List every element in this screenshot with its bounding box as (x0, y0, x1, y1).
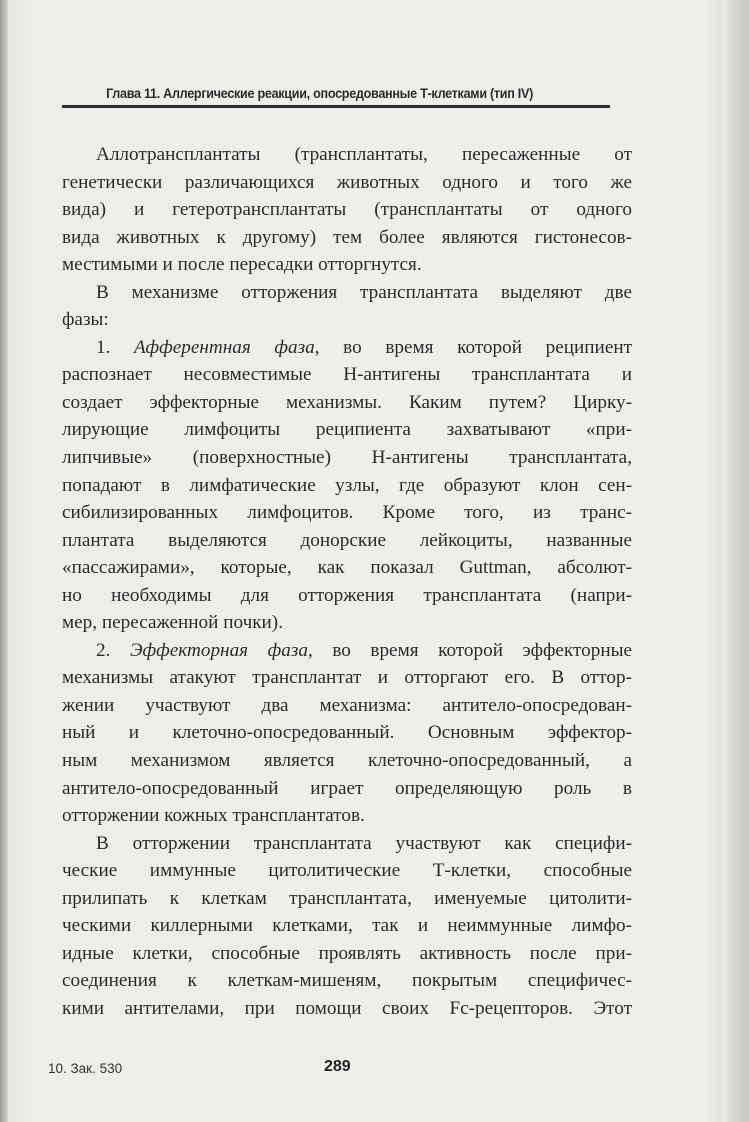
text-line: «пассажирами», которые, как показал Guttman, абсолют- (62, 557, 632, 579)
text-line: местимыми и после пересадки отторгнутся. (62, 254, 422, 276)
text-fragment: , во время которой эффекторные (307, 639, 632, 661)
text-line: создает эффекторные механизмы. Каким путем? Цирку- (62, 391, 632, 413)
page-number: 289 (324, 1058, 351, 1075)
text-line: В механизме отторжения трансплантата выделяют две (96, 281, 632, 303)
text-line: генетически различающихся животных одного и того же (62, 171, 632, 193)
text-line: но необходимы для отторжения трансплантата (напри- (62, 584, 632, 606)
text-line: Аллотрансплантаты (трансплантаты, пересаженные от (96, 144, 632, 165)
paragraph-5 (62, 830, 632, 1023)
text-line (62, 334, 632, 362)
text-fragment: , во время которой реципиент (314, 336, 632, 358)
text-line (62, 637, 632, 665)
text-line: кими антителами, при помощи своих Fc-рецепторов. Этот (62, 997, 632, 1019)
list-number: 2. (96, 639, 111, 661)
text-line: попадают в лимфатические узлы, где образуют клон сен- (62, 474, 632, 496)
text-line: мер, пересаженной почки). (62, 612, 283, 634)
paragraph-3 (62, 334, 632, 637)
paragraph-2 (62, 279, 632, 334)
paragraph-1 (62, 141, 632, 279)
text-line: ным механизмом является клеточно-опосредованный, а (62, 750, 632, 772)
text-line: вида животных к другому) тем более являются гистонесов- (62, 226, 632, 248)
header-rule (62, 105, 610, 108)
text-line: соединения к клеткам-мишеням, покрытым специфичес- (62, 970, 632, 992)
body-text (62, 141, 632, 1023)
text-line: фазы: (62, 309, 109, 331)
text-line: жении участвуют два механизма: антитело-опосредован- (62, 694, 632, 716)
text-line: В отторжении трансплантата участвуют как специфи- (96, 832, 632, 854)
text-line: механизмы атакуют трансплантат и отторгают его. В оттор- (62, 667, 632, 689)
term-afferent-phase: Афферентная фаза (134, 336, 315, 358)
text-line: вида) и гетеротрансплантаты (трансплантаты от одного (62, 199, 632, 221)
printer-signature: 10. Зак. 530 (48, 1061, 123, 1076)
text-line: ный и клеточно-опосредованный. Основным эффектор- (62, 722, 632, 744)
list-number: 1. (96, 336, 111, 358)
text-line: отторжении кожных трансплантатов. (62, 805, 365, 827)
running-header: Глава 11. Аллергические реакции, опосредованные Т-клетками (тип IV) (106, 86, 534, 101)
text-line: липчивые» (поверхностные) Н-антигены трансплантата, (62, 447, 632, 469)
text-line: прилипать к клеткам трансплантата, именуемые цитолити- (62, 887, 632, 909)
page-edge-right (722, 0, 749, 1122)
text-line: ческие иммунные цитолитические Т-клетки, способные (62, 860, 632, 882)
text-line: сибилизированных лимфоцитов. Кроме того, из транс- (62, 502, 632, 524)
term-effector-phase: Эффекторная фаза (129, 639, 308, 661)
text-line: идные клетки, способные проявлять активность после при- (62, 942, 632, 964)
text-line: лирующие лимфоциты реципиента захватывают «при- (62, 419, 632, 441)
paragraph-4 (62, 637, 632, 830)
text-line: распознает несовместимые Н-антигены трансплантата и (62, 364, 632, 386)
text-line: плантата выделяются донорские лейкоциты, названные (62, 529, 632, 551)
page-edge-left (0, 0, 8, 1122)
text-line: ческими киллерными клетками, так и неиммунные лимфо- (62, 915, 632, 937)
text-line: антитело-опосредованный играет определяющую роль в (62, 777, 632, 799)
